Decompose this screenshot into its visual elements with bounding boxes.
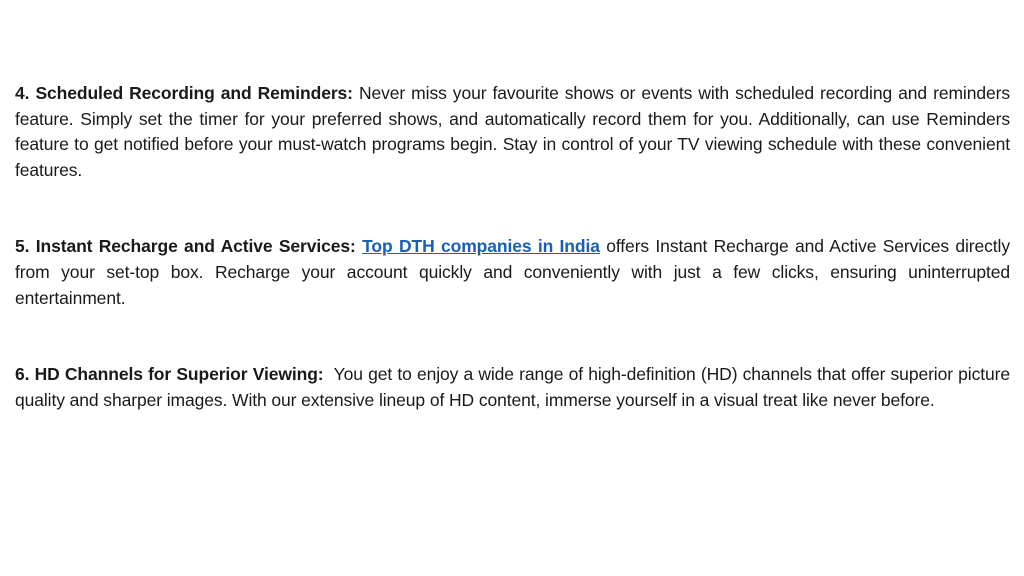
section-body: You get to enjoy a wide range of high-definition (HD) channels that offer superior picture quality and sharper images. With our extensive lineup of HD content, immerse yourself in a visual treat like never before. [15, 364, 1015, 410]
section-heading: 4. Scheduled Recording and Reminders: [15, 83, 353, 103]
document-body [15, 81, 1015, 413]
section-heading: 6. HD Channels for Superior Viewing: [15, 364, 324, 385]
section-heading: 5. Instant Recharge and Active Services: [15, 236, 356, 257]
section-instant-recharge [15, 234, 1010, 311]
section-body: Never miss your favourite shows or events with scheduled recording and reminders feature. Simply set the timer for your preferred shows, and automatically record them for you. Additionally, can use Reminders feature to get notified before your must-watch programs begin. Stay in control of your TV viewing schedule with these convenient features. [15, 83, 1010, 180]
section-body: offers Instant Recharge and Active Services directly from your set-top box. Recharge your account quickly and conveniently with just a few clicks, ensuring uninterrupted entertainment. [15, 236, 1010, 308]
section-hd-channels [15, 362, 1015, 413]
dth-companies-link[interactable]: Top DTH companies in India [362, 236, 600, 257]
section-scheduled-recording [15, 81, 1010, 183]
